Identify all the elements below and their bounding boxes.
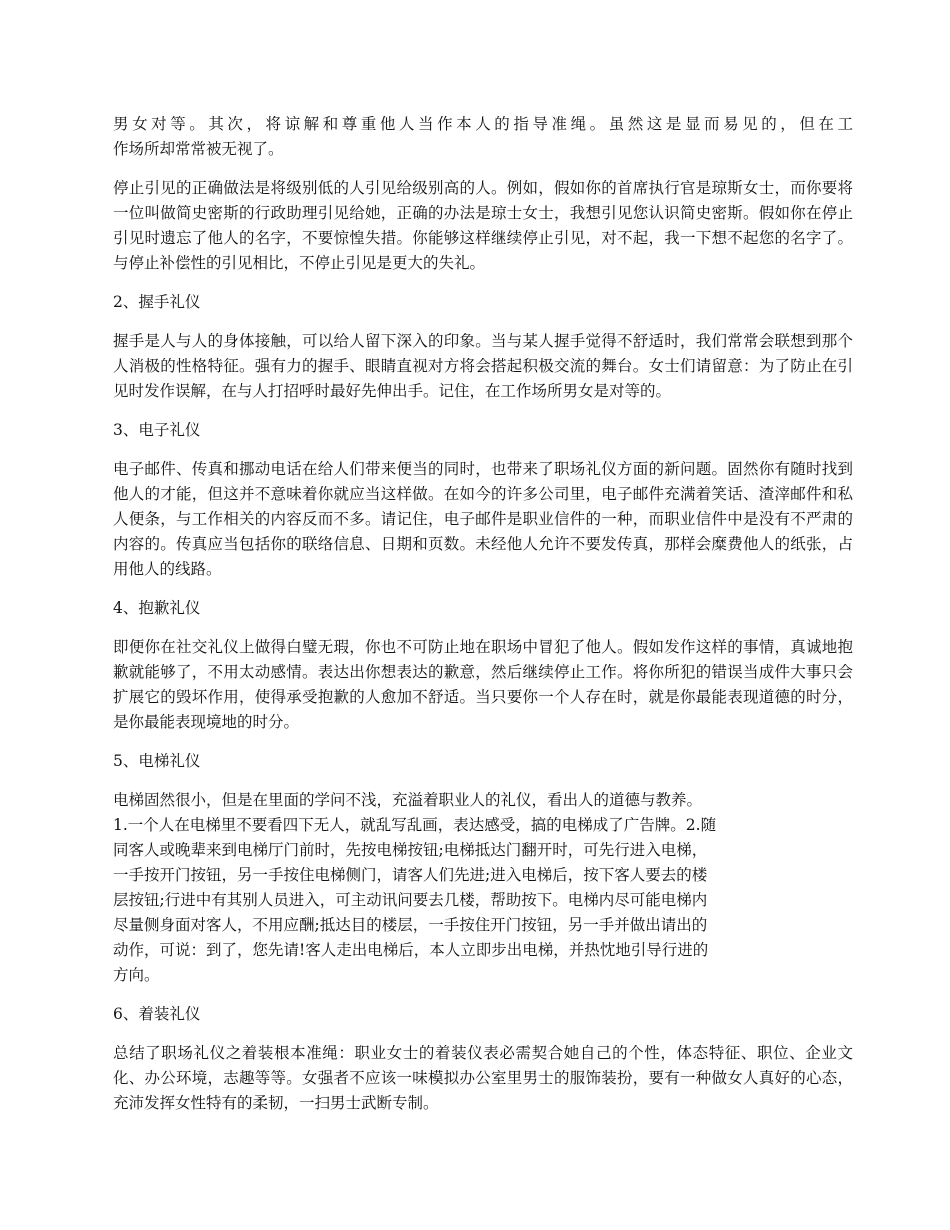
paragraph-line: 尽量侧身面对客人，不用应酬;抵达目的楼层，一手按住开门按钮，另一手并做出请出的: [113, 916, 708, 934]
paragraph-electronic: 电子邮件、传真和挪动电话在给人们带来便当的同时，也带来了职场礼仪方面的新问题。固然你有随时找到他人的才能，但这并不意味着你就应当这样做。在如今的许多公司里，电子邮件充满着笑话、渣滓邮件和私人便条，与工作相关的内容反而不多。请记住，电子邮件是职业信件的一种，而职业信件中是没有不严肃的内容的。传真应当包括你的联络信息、日期和页数。未经他人允许不要发传真，那样会糜费他人的纸张，占用他人的线路。: [113, 460, 853, 578]
paragraph-line: 1.一个人在电梯里不要看四下无人，就乱写乱画，表达感受，搞的电梯成了广告牌。2.随: [113, 816, 717, 834]
paragraph-line: 方向。: [113, 966, 160, 984]
section-heading-apology: 4、抱歉礼仪: [113, 599, 201, 617]
paragraph-apology: 即便你在社交礼仪上做得白璧无瑕，你也不可防止地在职场中冒犯了他人。假如发作这样的事情，真诚地抱歉就能够了，不用太动感情。表达出你想表达的歉意，然后继续停止工作。将你所犯的错误当成件大事只会扩展它的毁坏作用，使得承受抱歉的人愈加不舒适。当只要你一个人存在时，就是你最能表现道德的时分，是你最能表现境地的时分。: [113, 638, 853, 731]
paragraph-line: 层按钮;行进中有其别人员进入，可主动讯问要去几楼，帮助按下。电梯内尽可能电梯内: [113, 891, 708, 909]
paragraph-line: 动作，可说：到了，您先请!客人走出电梯后，本人立即步出电梯，并热忱地引导行进的: [113, 941, 709, 959]
paragraph-line: 男女对等。其次，将谅解和尊重他人当作本人的指导准绳。虽然这是显而易见的，但在工: [113, 115, 853, 133]
document-body: [113, 112, 853, 1130]
paragraph-line: 一手按开门按钮，另一手按住电梯侧门，请客人们先进;进入电梯后，按下客人要去的楼: [113, 866, 708, 884]
paragraph-elevator: [113, 788, 853, 988]
paragraph-introduction-etiquette: 停止引见的正确做法是将级别低的人引见给级别高的人。例如，假如你的首席执行官是琼斯女士，而你要将一位叫做简史密斯的行政助理引见给她，正确的办法是琼士女士，我想引见您认识简史密斯。假如你在停止引见时遗忘了他人的名字，不要惊惶失措。你能够这样继续停止引见，对不起，我一下想不起您的名字了。与停止补偿性的引见相比，不停止引见是更大的失礼。: [113, 179, 853, 272]
section-heading-handshake: 2、握手礼仪: [113, 293, 201, 311]
paragraph-line: 作场所却常常被无视了。: [113, 140, 284, 158]
paragraph-attire: 总结了职场礼仪之着装根本准绳：职业女士的着装仪表必需契合她自己的个性，体态特征、职位、企业文化、办公环境，志趣等等。女强者不应该一味模拟办公室里男士的服饰装扮，要有一种做女人真好的心态，充沛发挥女性特有的柔韧，一扫男士武断专制。: [113, 1044, 853, 1112]
paragraph-handshake: 握手是人与人的身体接触，可以给人留下深入的印象。当与某人握手觉得不舒适时，我们常常会联想到那个人消极的性格特征。强有力的握手、眼睛直视对方将会搭起积极交流的舞台。女士们请留意：为了防止在引见时发作误解，在与人打招呼时最好先伸出手。记住，在工作场所男女是对等的。: [113, 332, 853, 400]
section-heading-attire: 6、着装礼仪: [113, 1005, 201, 1023]
paragraph-line: 同客人或晚辈来到电梯厅门前时，先按电梯按钮;电梯抵达门翻开时，可先行进入电梯，: [113, 841, 708, 859]
section-heading-elevator: 5、电梯礼仪: [113, 752, 201, 770]
paragraph-line: 电梯固然很小，但是在里面的学问不浅，充溢着职业人的礼仪，看出人的道德与教养。: [113, 791, 703, 809]
section-heading-electronic: 3、电子礼仪: [113, 421, 201, 439]
paragraph-intro-continuation: [113, 112, 853, 162]
